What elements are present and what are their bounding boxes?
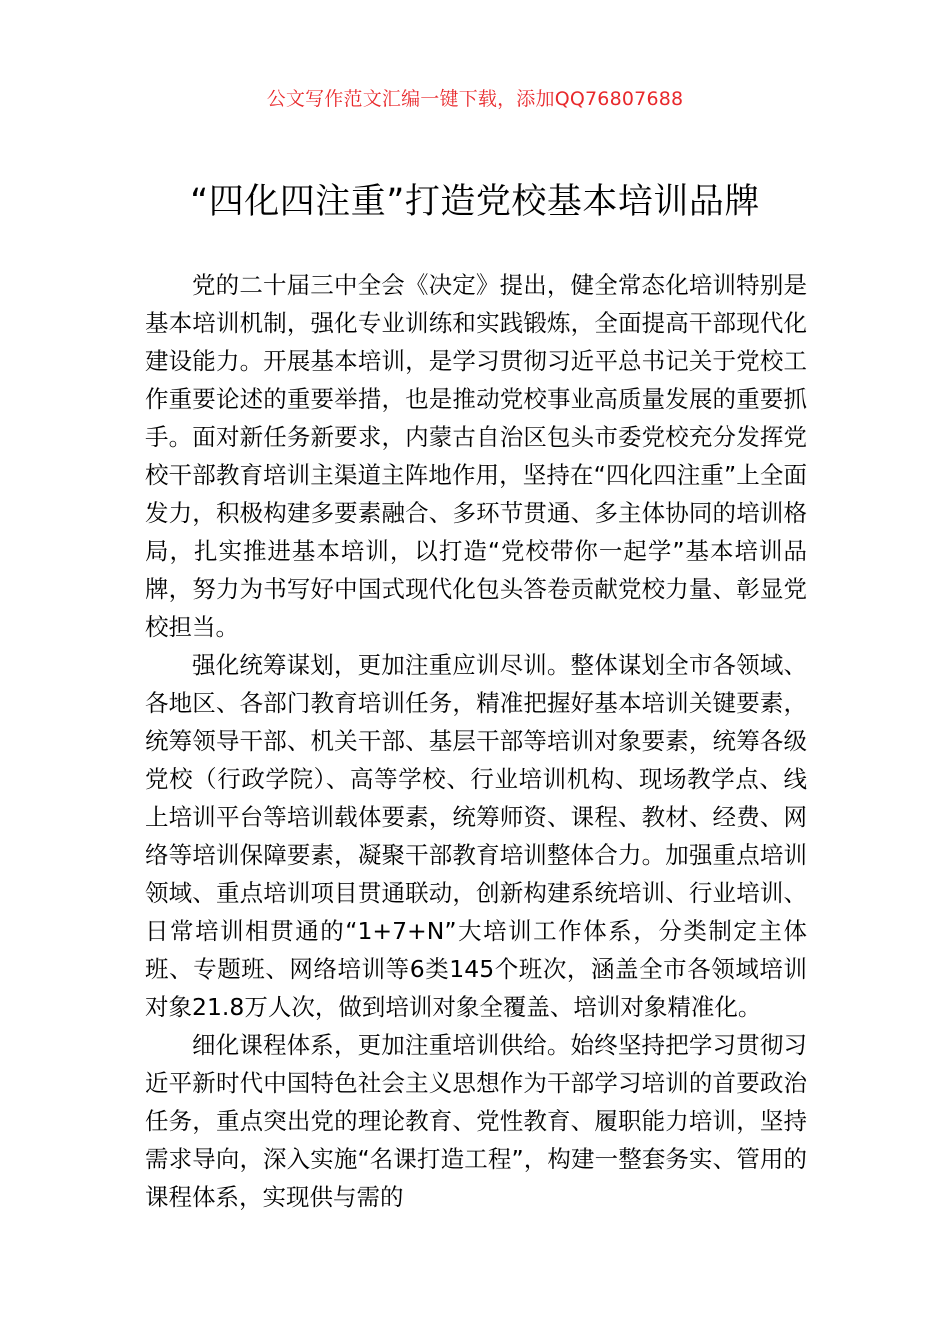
- paragraph-coordination: 强化统筹谋划，更加注重应训尽训。整体谋划全市各领域、各地区、各部门教育培训任务，精准把握好基本培训关键要素，统筹领导干部、机关干部、基层干部等培训对象要素，统筹各级党校（行政学院）、高等学校、行业培训机构、现场教学点、线上培训平台等培训载体要素，统筹师资、课程、教材、经费、网络等培训保障要素，凝聚干部教育培训整体合力。加强重点培训领域、重点培训项目贯通联动，创新构建系统培训、行业培训、日常培训相贯通的“1+7+N”大培训工作体系，分类制定主体班、专题班、网络培训等6类145个班次，涵盖全市各领域培训对象21.8万人次，做到培训对象全覆盖、培训对象精准化。: [145, 651, 807, 1021]
- download-promo-note: 公文写作范文汇编一键下载，添加QQ76807688: [266, 88, 684, 110]
- paragraph-curriculum: 细化课程体系，更加注重培训供给。始终坚持把学习贯彻习近平新时代中国特色社会主义思想作为干部学习培训的首要政治任务，重点突出党的理论教育、党性教育、履职能力培训，坚持需求导向，深入实施“名课打造工程”，构建一整套务实、管用的课程体系，实现供与需的: [145, 1031, 807, 1211]
- document-body: [145, 266, 807, 1216]
- document-title: “四化四注重”打造党校基本培训品牌: [190, 182, 760, 222]
- paragraph-intro: 党的二十届三中全会《决定》提出，健全常态化培训特别是基本培训机制，强化专业训练和实践锻炼，全面提高干部现代化建设能力。开展基本培训，是学习贯彻习近平总书记关于党校工作重要论述的重要举措，也是推动党校事业高质量发展的重要抓手。面对新任务新要求，内蒙古自治区包头市委党校充分发挥党校干部教育培训主渠道主阵地作用，坚持在“四化四注重”上全面发力，积极构建多要素融合、多环节贯通、多主体协同的培训格局，扎实推进基本培训，以打造“党校带你一起学”基本培训品牌，努力为书写好中国式现代化包头答卷贡献党校力量、彰显党校担当。: [145, 271, 807, 641]
